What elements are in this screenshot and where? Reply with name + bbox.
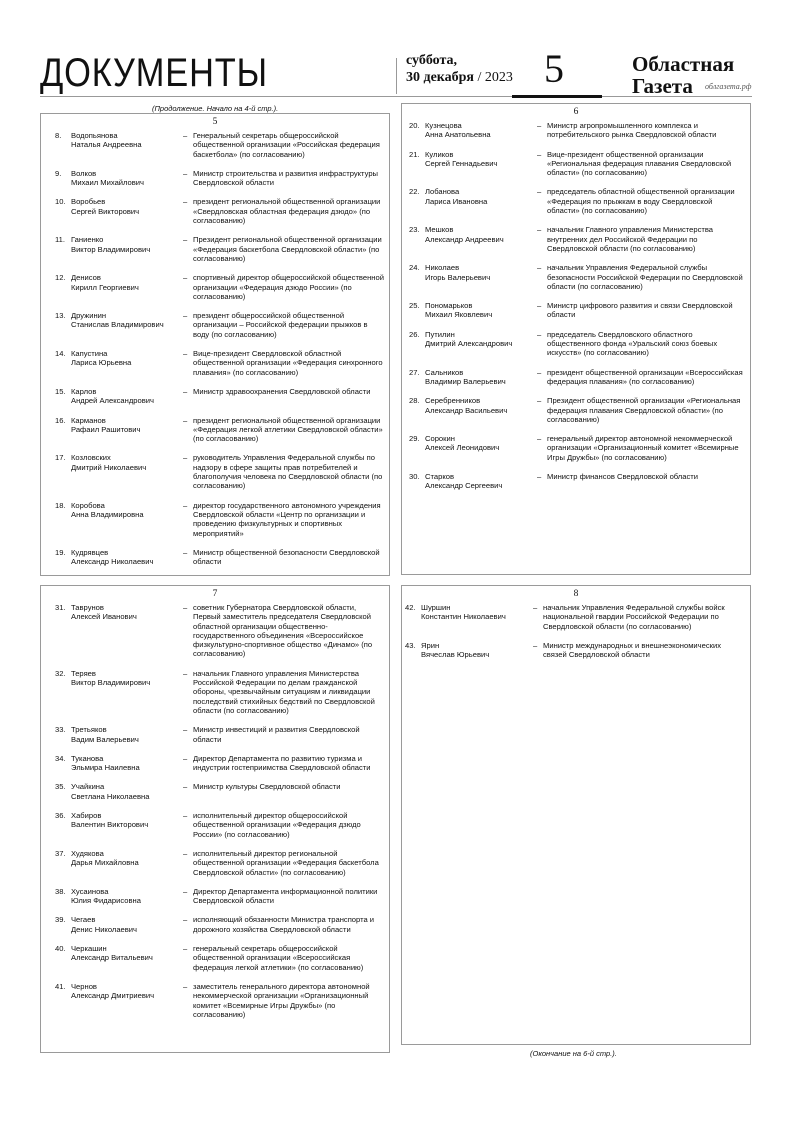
surname: Водопьянова (71, 131, 118, 140)
surname: Путилин (425, 329, 455, 339)
position-title: исполнительный директор региональной общественной организации «Федерация баскетбола Свердловской области» (по согласованию) (193, 848, 379, 877)
surname: Худякова (71, 848, 104, 858)
entry-number: 19. (55, 547, 66, 557)
panel-6 (401, 103, 751, 575)
masthead (40, 46, 752, 100)
given-names: Юлия Фидарисовна (71, 896, 141, 906)
entry-number: 29. (409, 434, 420, 444)
entry-number: 32. (55, 668, 66, 678)
list-item (55, 131, 389, 159)
dash: – (183, 349, 188, 359)
given-names: Александр Николаевич (71, 557, 154, 567)
person-name (71, 349, 183, 377)
surname: Кузнецова (425, 121, 462, 130)
entry-number: 39. (55, 915, 66, 925)
person-name (421, 641, 533, 660)
dash: – (183, 197, 188, 207)
position-title: президент общественной организации «Всероссийская федерация плавания» (по согласованию) (547, 367, 743, 386)
entry-list (41, 601, 389, 1019)
masthead-rule (40, 96, 752, 97)
dash: – (183, 415, 188, 425)
surname: Коробова (71, 500, 105, 510)
surname: Лобанова (425, 187, 460, 197)
list-item (409, 187, 750, 215)
surname: Чегаев (71, 915, 96, 925)
position-title: Министр общественной безопасности Свердловской области (193, 547, 380, 567)
person-name (71, 944, 183, 972)
given-names: Константин Николаевич (421, 612, 506, 622)
person-name (71, 416, 183, 444)
dash: – (537, 472, 542, 482)
position-title: советник Губернатора Свердловской области, Первый заместитель председателя Свердловской областной организации общественно-государственного объединения «Всероссийское физкультурно-спортивное общество «Динамо» (по согласованию) (193, 603, 373, 659)
position-title: генеральный секретарь общероссийской общественной организации «Всероссийская федерация легкой атлетики» (по согласованию) (193, 944, 364, 972)
dash: – (183, 603, 188, 612)
given-names: Игорь Валерьевич (425, 272, 491, 282)
person-name (71, 915, 183, 934)
list-item (55, 754, 389, 773)
person-name (71, 387, 183, 406)
list-item (55, 725, 389, 744)
given-names: Дарья Михайловна (71, 858, 139, 868)
entry-number: 24. (409, 263, 420, 273)
list-item (55, 669, 389, 715)
position-title: Министр здравоохранения Свердловской области (193, 386, 371, 396)
entry-number: 15. (55, 386, 66, 396)
position-title: Директор Департамента по развитию туризма и индустрии гостеприимства Свердловской области (193, 753, 371, 773)
issue-date-text: 30 декабря (406, 70, 475, 85)
list-item (409, 434, 750, 462)
surname: Серебренников (425, 396, 481, 406)
panel-number: 7 (212, 589, 218, 599)
entry-list (402, 601, 750, 659)
given-names: Сергей Викторович (71, 206, 140, 216)
given-names: Михаил Михайлович (71, 178, 145, 188)
position-title: Министр культуры Свердловской области (193, 782, 341, 792)
dash: – (183, 453, 188, 463)
paper-name-line1: Областная (632, 52, 735, 76)
entry-number: 25. (409, 301, 420, 311)
person-name (71, 603, 183, 659)
surname: Чернов (71, 981, 97, 991)
list-item (55, 387, 389, 406)
given-names: Анна Владимировна (71, 509, 144, 519)
dash: – (183, 311, 188, 321)
dash: – (537, 149, 542, 159)
page-number: 5 (544, 46, 564, 91)
surname: Дружинин (71, 311, 107, 321)
surname: Козловских (71, 453, 111, 463)
person-name (425, 150, 537, 178)
entry-number: 22. (409, 187, 420, 197)
person-name (425, 434, 537, 462)
dash: – (183, 386, 188, 396)
given-names: Алексей Леонидович (425, 443, 500, 453)
surname: Сорокин (425, 434, 455, 444)
position-title: президент общероссийской общественной организации – Российской федерации прыжков в воду (по согласованию) (193, 311, 368, 339)
dash: – (537, 121, 542, 130)
position-title: директор государственного автономного учреждения Свердловской области «Центр по организации и проведению физкультурных и спортивных мероприятий» (193, 500, 381, 538)
issue-year: / 2023 (477, 70, 513, 85)
list-item (55, 982, 389, 1019)
list-item (55, 944, 389, 972)
given-names: Вячеслав Юрьевич (421, 650, 490, 660)
position-title: Министр инвестиций и развития Свердловской области (193, 725, 360, 744)
surname: Николаев (425, 263, 460, 273)
person-name (425, 472, 537, 491)
dash: – (183, 725, 188, 735)
continuation-note: (Продолжение. Начало на 4-й стр.). (152, 104, 279, 113)
entry-number: 12. (55, 273, 66, 283)
dash: – (183, 753, 188, 763)
entry-number: 27. (409, 367, 420, 377)
person-name (71, 782, 183, 801)
list-item (55, 887, 389, 906)
paper-name-line2: Газета (632, 74, 693, 98)
masthead-divider (396, 58, 397, 94)
dash: – (537, 301, 542, 311)
person-name (425, 396, 537, 424)
list-item (409, 330, 750, 358)
dash: – (183, 848, 188, 858)
person-name (71, 311, 183, 339)
dash: – (183, 168, 188, 178)
list-item (55, 548, 389, 567)
issue-day: суббота, (406, 53, 458, 68)
entry-list (402, 119, 750, 491)
list-item (55, 197, 389, 225)
surname: Теряев (71, 668, 96, 678)
position-title: заместитель генерального директора автономной некоммерческой организации «Организационный комитет «Всемирные Игры Дружбы» (по согласованию) (193, 981, 370, 1019)
entry-number: 23. (409, 225, 420, 235)
given-names: Валентин Викторович (71, 820, 149, 830)
person-name (425, 301, 537, 320)
panel-number: 5 (212, 117, 218, 127)
list-item (405, 641, 750, 660)
given-names: Александр Дмитриевич (71, 991, 155, 1001)
position-title: Президент региональной общественной организации «Федерация баскетбола Свердловской области» (по согласованию) (193, 235, 382, 263)
person-name (421, 603, 533, 631)
surname: Старков (425, 472, 454, 482)
entry-number: 13. (55, 311, 66, 321)
position-title: Президент общественной организации «Региональная федерация плавания Свердловской области» (по согласованию) (547, 396, 741, 424)
position-title: президент региональной общественной организации «Федерация легкой атлетики Свердловской области» (по согласованию) (193, 415, 383, 444)
list-item (409, 301, 750, 320)
dash: – (537, 263, 542, 273)
surname: Таврунов (71, 603, 104, 612)
entry-number: 41. (55, 981, 66, 991)
given-names: Алексей Иванович (71, 612, 137, 622)
given-names: Денис Николаевич (71, 924, 138, 934)
entry-number: 33. (55, 725, 66, 735)
list-item (409, 263, 750, 291)
surname: Мешков (425, 225, 454, 235)
position-title: начальник Главного управления Министерства Российской Федерации по делам гражданской обороны, чрезвычайным ситуациям и ликвидации последствий стихийных бедствий по Свердловской области (по согласованию) (193, 668, 375, 715)
list-item (55, 603, 389, 659)
entry-number: 26. (409, 329, 420, 339)
list-item (55, 501, 389, 538)
list-item (55, 811, 389, 839)
surname: Сальников (425, 367, 464, 377)
person-name (71, 669, 183, 715)
entry-list (41, 129, 389, 566)
panel-number: 8 (573, 589, 579, 599)
position-title: Министр цифрового развития и связи Свердловской области (547, 301, 733, 320)
given-names: Владимир Валерьевич (425, 376, 506, 386)
surname: Учайкина (71, 782, 105, 792)
position-title: начальник Главного управления Министерства внутренних дел Российской Федерации по Свердловской области (по согласованию) (547, 225, 714, 253)
person-name (71, 887, 183, 906)
dash: – (183, 811, 188, 821)
position-title: Министр строительства и развития инфраструктуры Свердловской области (193, 168, 378, 188)
given-names: Виктор Владимирович (71, 678, 151, 688)
position-title: Министр международных и внешнеэкономических связей Свердловской области (543, 640, 721, 660)
surname: Кудрявцев (71, 547, 109, 557)
person-name (71, 131, 183, 159)
given-names: Анна Анатольевна (425, 130, 491, 140)
list-item (409, 225, 750, 253)
entry-number: 43. (405, 640, 416, 650)
person-name (71, 811, 183, 839)
list-item (55, 349, 389, 377)
surname: Воробьев (71, 197, 106, 207)
surname: Ганиенко (71, 235, 104, 245)
issue-date (406, 52, 513, 86)
panel-7 (40, 585, 390, 1053)
dash: – (537, 434, 542, 444)
entry-number: 30. (409, 472, 420, 482)
given-names: Станислав Владимирович (71, 320, 164, 330)
dash: – (183, 500, 188, 510)
list-item (55, 273, 389, 301)
dash: – (537, 396, 542, 406)
paper-url: облгазета.рф (705, 82, 752, 91)
position-title: Вице-президент общественной организации «Региональная федерация плавания Свердловской области» (по согласованию) (547, 149, 732, 178)
position-title: Директор Департамента информационной политики Свердловской области (193, 886, 378, 906)
given-names: Лариса Ивановна (425, 196, 488, 206)
list-item (55, 849, 389, 877)
surname: Денисов (71, 273, 101, 283)
dash: – (183, 668, 188, 678)
position-title: Министр агропромышленного комплекса и потребительского рынка Свердловской области (547, 121, 717, 140)
dash: – (183, 915, 188, 925)
surname: Туканова (71, 753, 104, 763)
entry-number: 21. (409, 149, 420, 159)
dash: – (183, 886, 188, 896)
dash: – (183, 547, 188, 557)
panel-number: 6 (573, 107, 579, 117)
person-name (425, 121, 537, 140)
person-name (71, 725, 183, 744)
position-title: председатель областной общественной организации «Федерация по прыжкам в воду Свердловской области» (по согласованию) (547, 187, 735, 216)
entry-number: 36. (55, 811, 66, 821)
position-title: исполнительный директор общероссийской общественной организации «Федерация дзюдо России» (по согласованию) (193, 811, 361, 839)
position-title: начальник Управления Федеральной службы войск национальной гвардии Российской Федерации по Свердловской области (по согласованию) (543, 603, 725, 631)
position-title: председатель Свердловского областного общественного фонда «Уральский союз боевых искусств» (по согласованию) (547, 329, 718, 358)
person-name (71, 849, 183, 877)
person-name (425, 368, 537, 387)
surname: Карманов (71, 415, 106, 425)
person-name (71, 754, 183, 773)
position-title: исполняющий обязанности Министра транспорта и дорожного хозяйства Свердловской области (193, 915, 375, 934)
surname: Волков (71, 168, 97, 178)
given-names: Александр Васильевич (425, 405, 508, 415)
section-title: ДОКУМЕНТЫ (40, 51, 268, 95)
list-item (55, 416, 389, 444)
position-title: спортивный директор общероссийской общественной организации «Федерация дзюдо России» (по согласованию) (193, 273, 384, 301)
position-title: президент региональной общественной организации «Свердловская областная федерация дзюдо» (по согласованию) (193, 197, 381, 226)
list-item (55, 915, 389, 934)
surname: Шуршин (421, 603, 451, 612)
dash: – (537, 225, 542, 235)
dash: – (537, 367, 542, 377)
entry-number: 16. (55, 415, 66, 425)
surname: Куликов (425, 149, 454, 159)
person-name (425, 187, 537, 215)
list-item (55, 782, 389, 801)
given-names: Александр Андреевич (425, 234, 504, 244)
person-name (425, 225, 537, 253)
entry-number: 37. (55, 848, 66, 858)
panel-5 (40, 113, 390, 576)
list-item (409, 150, 750, 178)
panel-8 (401, 585, 751, 1045)
position-title: Вице-президент Свердловской областной общественной организации «Федерация синхронного плавания» (по согласованию) (193, 349, 383, 377)
given-names: Дмитрий Николаевич (71, 462, 147, 472)
given-names: Сергей Геннадьевич (425, 158, 498, 168)
given-names: Светлана Николаевна (71, 791, 150, 801)
given-names: Дмитрий Александрович (425, 339, 513, 349)
given-names: Андрей Александрович (71, 396, 154, 406)
dash: – (537, 329, 542, 339)
position-title: Генеральный секретарь общероссийской общественной организации «Российская федерация баскетбола» (по согласованию) (193, 131, 380, 159)
given-names: Эльмира Наилевна (71, 763, 140, 773)
entry-number: 38. (55, 886, 66, 896)
surname: Ярин (421, 640, 440, 650)
list-item (409, 472, 750, 491)
surname: Третьяков (71, 725, 107, 735)
list-item (409, 396, 750, 424)
entry-number: 35. (55, 782, 66, 792)
surname: Хусаинова (71, 886, 109, 896)
entry-number: 8. (55, 131, 62, 140)
person-name (71, 273, 183, 301)
position-title: руководитель Управления Федеральной службы по надзору в сфере защиты прав потребителей и благополучия человека по Свердловской области (по согласованию) (193, 453, 383, 491)
list-item (405, 603, 750, 631)
position-title: Министр финансов Свердловской области (547, 472, 698, 482)
person-name (71, 453, 183, 490)
list-item (55, 453, 389, 490)
given-names: Кирилл Георгиевич (71, 282, 139, 292)
dash: – (533, 603, 538, 612)
list-item (55, 235, 389, 263)
entry-number: 17. (55, 453, 66, 463)
person-name (71, 197, 183, 225)
given-names: Лариса Юрьевна (71, 358, 132, 368)
entry-number: 18. (55, 500, 66, 510)
given-names: Наталья Андреевна (71, 140, 142, 150)
given-names: Рафаил Рашитович (71, 424, 141, 434)
person-name (71, 169, 183, 188)
entry-number: 20. (409, 121, 420, 130)
entry-number: 28. (409, 396, 420, 406)
surname: Пономарьков (425, 301, 473, 311)
given-names: Александр Витальевич (71, 953, 153, 963)
dash: – (183, 273, 188, 283)
given-names: Александр Сергеевич (425, 481, 503, 491)
entry-number: 42. (405, 603, 416, 612)
list-item (409, 121, 750, 140)
entry-number: 31. (55, 603, 66, 612)
masthead-rule-accent (512, 95, 602, 98)
surname: Хабиров (71, 811, 102, 821)
surname: Карлов (71, 386, 97, 396)
entry-number: 9. (55, 168, 62, 178)
person-name (71, 548, 183, 567)
entry-number: 10. (55, 197, 66, 207)
entry-number: 34. (55, 753, 66, 763)
given-names: Виктор Владимирович (71, 244, 151, 254)
person-name (71, 235, 183, 263)
surname: Черкашин (71, 944, 107, 954)
entry-number: 14. (55, 349, 66, 359)
entry-number: 40. (55, 944, 66, 954)
dash: – (537, 187, 542, 197)
position-title: генеральный директор автономной некоммерческой организации «Организационный комитет «Всемирные Игры Дружбы» (по согласованию) (547, 434, 739, 462)
dash: – (183, 235, 188, 245)
dash: – (533, 640, 538, 650)
position-title: начальник Управления Федеральной службы безопасности Российской Федерации по Свердловской области (по согласованию) (547, 263, 743, 291)
person-name (425, 263, 537, 291)
dash: – (183, 131, 188, 140)
given-names: Вадим Валерьевич (71, 734, 139, 744)
person-name (71, 982, 183, 1019)
dash: – (183, 981, 188, 991)
person-name (71, 501, 183, 538)
ending-note: (Окончание на 6-й стр.). (530, 1049, 617, 1058)
dash: – (183, 782, 188, 792)
list-item (55, 311, 389, 339)
given-names: Михаил Яковлевич (425, 310, 493, 320)
list-item (55, 169, 389, 188)
dash: – (183, 944, 188, 954)
list-item (409, 368, 750, 387)
surname: Капустина (71, 349, 108, 359)
person-name (425, 330, 537, 358)
entry-number: 11. (55, 235, 65, 245)
